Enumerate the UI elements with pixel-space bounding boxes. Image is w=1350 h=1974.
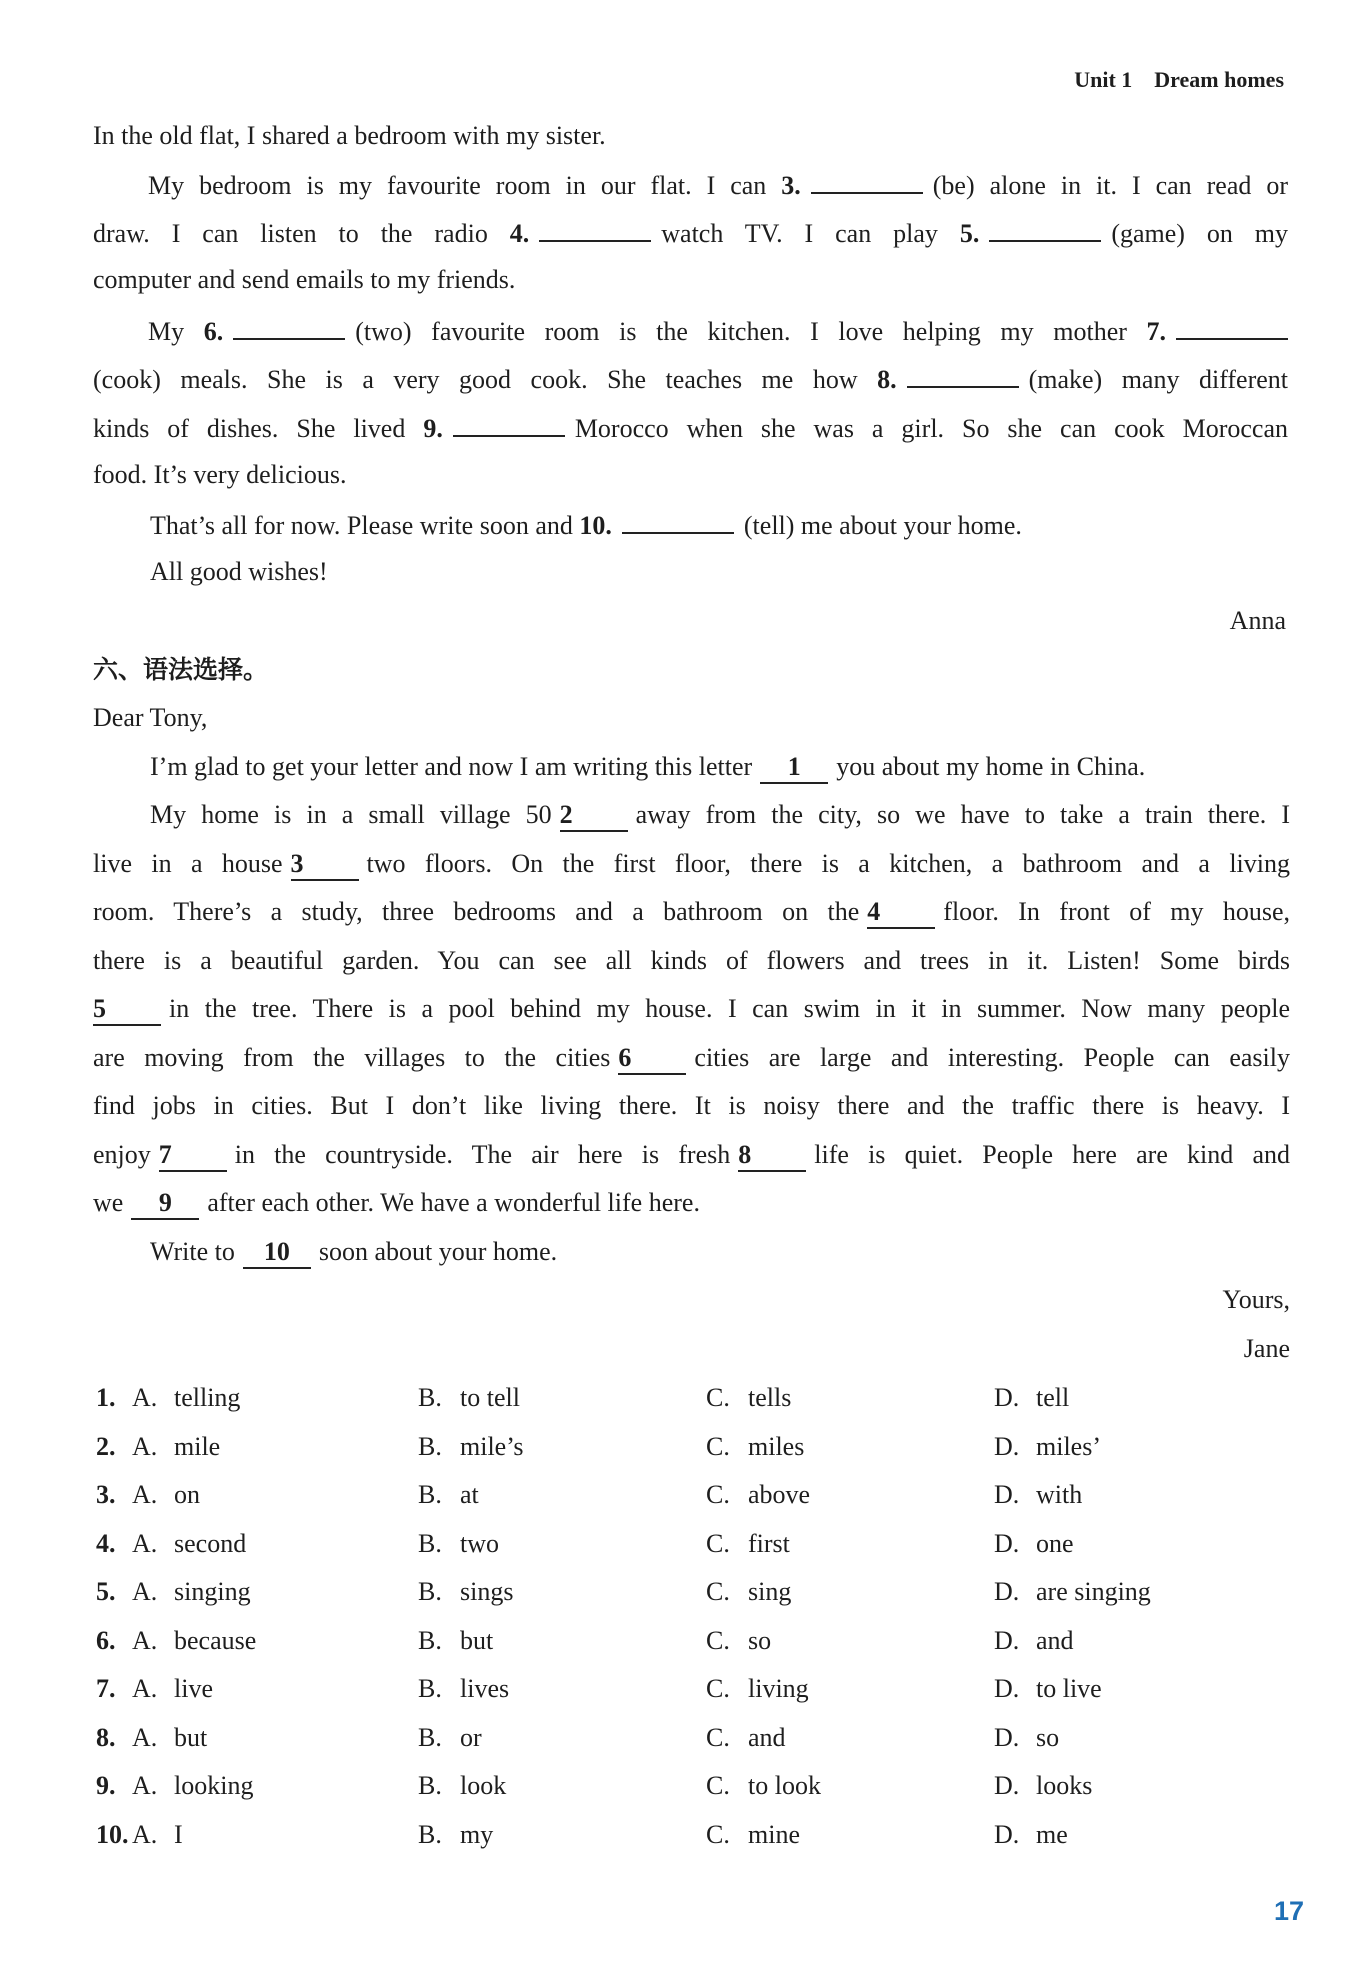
gap-number: 4 <box>867 897 935 929</box>
text: Morocco when she was a girl. So she can cook Moroccan <box>574 414 1288 443</box>
choice-letter: B. <box>418 1819 442 1849</box>
gap-number: 5 <box>93 994 161 1026</box>
choice-d[interactable] <box>994 1624 1074 1658</box>
choice-letter: A. <box>132 1625 158 1655</box>
choice-a[interactable] <box>132 1478 200 1512</box>
text-line: computer and send emails to my friends. <box>93 265 516 294</box>
choice-text: first <box>748 1528 790 1558</box>
option-number: 3. <box>96 1480 116 1509</box>
text-line <box>93 992 1290 1026</box>
text: (cook) meals. She is a very good cook. She teaches me how <box>93 365 858 394</box>
choice-letter: B. <box>418 1674 442 1703</box>
choice-b[interactable] <box>418 1818 493 1852</box>
text-line <box>148 166 1288 203</box>
text: live in a house <box>93 849 283 878</box>
answer-blank[interactable] <box>907 360 1019 388</box>
text-line: In the old flat, I shared a bedroom with my sister. <box>93 121 606 150</box>
text: two floors. On the first floor, there is a kitchen, a bathroom and a living <box>366 849 1290 878</box>
text: (make) many different <box>1028 365 1288 394</box>
choice-letter: B. <box>418 1528 442 1558</box>
choice-text: living <box>748 1674 809 1703</box>
answer-blank[interactable] <box>539 214 651 242</box>
choice-text: mile <box>174 1431 221 1461</box>
choice-letter: C. <box>706 1383 730 1412</box>
text: are moving from the villages to the cities <box>93 1043 611 1072</box>
choice-text: to tell <box>460 1383 520 1412</box>
choice-text: with <box>1036 1480 1083 1509</box>
choice-letter: D. <box>994 1819 1020 1849</box>
choice-text: looking <box>174 1771 254 1800</box>
choice-text: on <box>174 1480 200 1509</box>
text: My home is in a small village 50 <box>150 800 552 829</box>
text-line <box>93 847 1290 881</box>
choice-letter: C. <box>706 1480 730 1509</box>
choice-a[interactable] <box>132 1527 246 1561</box>
choice-d[interactable] <box>994 1769 1092 1803</box>
text: I’m glad to get your letter and now I am writing this letter <box>150 752 753 781</box>
choice-text: one <box>1036 1528 1074 1558</box>
answer-blank[interactable] <box>622 506 734 534</box>
choice-text: above <box>748 1480 811 1509</box>
choice-text: and <box>1036 1625 1074 1655</box>
choice-b[interactable] <box>418 1672 509 1706</box>
choice-a[interactable] <box>132 1381 240 1415</box>
letter-name: Jane <box>1243 1334 1290 1363</box>
answer-blank[interactable] <box>1176 312 1288 340</box>
choice-letter: C. <box>706 1674 730 1703</box>
choice-d[interactable] <box>994 1527 1074 1561</box>
choice-d[interactable] <box>994 1478 1082 1512</box>
text-line <box>93 1186 700 1220</box>
choice-text: second <box>174 1528 247 1558</box>
choice-text: to look <box>748 1771 821 1800</box>
text-line <box>93 360 1288 397</box>
unit-label: Unit 1 <box>1074 67 1133 92</box>
text-line: All good wishes! <box>150 557 328 586</box>
choice-b[interactable] <box>418 1721 482 1755</box>
text-line <box>150 506 1022 543</box>
choice-text: mile’s <box>460 1431 524 1461</box>
choice-text: are singing <box>1036 1577 1151 1606</box>
choice-d[interactable] <box>994 1381 1069 1415</box>
choice-text: mine <box>748 1819 800 1849</box>
option-number: 10. <box>96 1819 129 1849</box>
choice-text: but <box>460 1625 494 1655</box>
choice-c[interactable] <box>706 1430 804 1464</box>
question-number: 7. <box>1146 317 1167 346</box>
text: enjoy <box>93 1140 151 1169</box>
choice-d[interactable] <box>994 1430 1101 1464</box>
choice-letter: C. <box>706 1625 730 1655</box>
choice-letter: D. <box>994 1383 1020 1412</box>
option-number: 7. <box>96 1674 116 1703</box>
choice-text: miles’ <box>1036 1431 1101 1461</box>
gap-number: 9 <box>131 1188 199 1220</box>
choice-text: I <box>174 1819 183 1849</box>
choice-letter: D. <box>994 1431 1020 1461</box>
choice-text: and <box>748 1722 786 1752</box>
choice-letter: D. <box>994 1771 1020 1800</box>
text-line: food. It’s very delicious. <box>93 460 347 489</box>
choice-a[interactable] <box>132 1721 207 1755</box>
choice-c[interactable] <box>706 1575 791 1609</box>
text: (two) favourite room is the kitchen. I love helping my mother <box>355 317 1127 346</box>
choice-text: miles <box>748 1431 805 1461</box>
choice-letter: A. <box>132 1771 158 1800</box>
choice-text: to live <box>1036 1674 1102 1703</box>
choice-a[interactable] <box>132 1769 253 1803</box>
choice-letter: A. <box>132 1431 158 1461</box>
choice-b[interactable] <box>418 1624 493 1658</box>
question-number: 10. <box>579 511 612 540</box>
choice-letter: C. <box>706 1722 730 1752</box>
question-number: 3. <box>781 171 801 200</box>
choice-letter: D. <box>994 1577 1020 1606</box>
choice-letter: C. <box>706 1528 730 1558</box>
letter-closing: Yours, <box>1222 1285 1290 1314</box>
choice-letter: C. <box>706 1819 730 1849</box>
choice-text: looks <box>1036 1771 1093 1800</box>
choice-letter: A. <box>132 1528 158 1558</box>
text-line <box>150 1235 557 1269</box>
choice-letter: D. <box>994 1480 1020 1509</box>
choice-text: but <box>174 1722 208 1752</box>
text: (be) alone in it. I can read or <box>932 171 1288 200</box>
text: in the countryside. The air here is fresh <box>234 1140 731 1169</box>
choice-text: lives <box>460 1674 510 1703</box>
choice-text: or <box>460 1722 482 1752</box>
choice-text: live <box>174 1674 213 1703</box>
choice-letter: B. <box>418 1480 442 1509</box>
text: watch TV. I can play <box>661 219 938 248</box>
choice-text: sings <box>460 1577 514 1606</box>
option-number: 6. <box>96 1625 116 1655</box>
choice-d[interactable] <box>994 1575 1151 1609</box>
text-line <box>93 895 1290 929</box>
text: cities are large and interesting. People can easily <box>694 1043 1290 1072</box>
text: you about my home in China. <box>836 752 1146 781</box>
answer-blank[interactable] <box>989 214 1101 242</box>
gap-number: 8 <box>738 1140 806 1172</box>
choice-letter: B. <box>418 1577 442 1606</box>
unit-title: Dream homes <box>1154 67 1284 92</box>
answer-blank[interactable] <box>233 312 345 340</box>
choice-b[interactable] <box>418 1478 479 1512</box>
choice-letter: B. <box>418 1771 442 1800</box>
text: (game) on my <box>1111 219 1289 248</box>
text-line: there is a beautiful garden. You can see all kinds of flowers and trees in it. Listen! Some birds <box>93 946 1290 975</box>
gap-number: 3 <box>291 849 359 881</box>
choice-d[interactable] <box>994 1721 1059 1755</box>
choice-text: tell <box>1036 1383 1070 1412</box>
gap-number: 2 <box>560 800 628 832</box>
text: floor. In front of my house, <box>943 897 1291 926</box>
choice-letter: B. <box>418 1625 442 1655</box>
choice-letter: A. <box>132 1577 158 1606</box>
choice-b[interactable] <box>418 1381 520 1415</box>
choice-text: so <box>1036 1722 1060 1752</box>
text-line <box>93 409 1288 446</box>
choice-a[interactable] <box>132 1624 256 1658</box>
page-number: 17 <box>1273 1896 1304 1926</box>
text: room. There’s a study, three bedrooms and a bathroom on the <box>93 897 860 926</box>
question-number: 9. <box>423 414 443 443</box>
text: My bedroom is my favourite room in our flat. I can <box>148 171 767 200</box>
text: away from the city, so we have to take a train there. I <box>635 800 1290 829</box>
text: That’s all for now. Please write soon and <box>150 511 573 540</box>
text-line: find jobs in cities. But I don’t like living there. It is noisy there and the traffic there is heavy. I <box>93 1091 1290 1120</box>
choice-letter: C. <box>706 1577 730 1606</box>
text: (tell) me about your home. <box>743 511 1022 540</box>
text: after each other. We have a wonderful life here. <box>207 1188 700 1217</box>
choice-a[interactable] <box>132 1575 251 1609</box>
gap-number: 10 <box>243 1237 311 1269</box>
question-number: 5. <box>959 219 980 248</box>
answer-blank[interactable] <box>811 166 923 194</box>
option-number: 9. <box>96 1771 116 1800</box>
choice-letter: D. <box>994 1528 1020 1558</box>
choice-c[interactable] <box>706 1769 821 1803</box>
text: we <box>93 1188 124 1217</box>
answer-blank[interactable] <box>453 409 565 437</box>
choice-text: so <box>748 1625 772 1655</box>
question-number: 8. <box>877 365 897 394</box>
text: draw. I can listen to the radio <box>93 219 488 248</box>
option-number: 2. <box>96 1431 116 1461</box>
choice-letter: B. <box>418 1383 442 1412</box>
choice-letter: A. <box>132 1674 158 1703</box>
text-line <box>150 798 1290 832</box>
choice-letter: B. <box>418 1722 442 1752</box>
letter-greeting: Dear Tony, <box>93 703 208 732</box>
text-line <box>148 312 1288 349</box>
choice-c[interactable] <box>706 1624 771 1658</box>
choice-text: telling <box>174 1383 241 1412</box>
choice-b[interactable] <box>418 1430 524 1464</box>
choice-a[interactable] <box>132 1818 183 1852</box>
option-number: 4. <box>96 1528 116 1558</box>
choice-b[interactable] <box>418 1769 506 1803</box>
choice-c[interactable] <box>706 1381 791 1415</box>
text-line <box>93 1041 1290 1075</box>
text-line <box>93 214 1288 251</box>
choice-letter: D. <box>994 1674 1020 1703</box>
choice-text: tells <box>748 1383 792 1412</box>
choice-d[interactable] <box>994 1672 1102 1706</box>
choice-c[interactable] <box>706 1527 790 1561</box>
choice-letter: A. <box>132 1819 158 1849</box>
choice-c[interactable] <box>706 1721 786 1755</box>
choice-letter: B. <box>418 1431 442 1461</box>
text: life is quiet. People here are kind and <box>814 1140 1290 1169</box>
text: in the tree. There is a pool behind my house. I can swim in it in summer. Now many people <box>169 994 1290 1023</box>
option-number: 8. <box>96 1722 116 1752</box>
text-line <box>150 750 1145 784</box>
section-title: 六、语法选择。 <box>93 655 269 684</box>
choice-text: look <box>460 1771 507 1800</box>
choice-c[interactable] <box>706 1672 809 1706</box>
question-number: 6. <box>203 317 224 346</box>
text: kinds of dishes. She lived <box>93 414 406 443</box>
gap-number: 1 <box>760 752 828 784</box>
choice-letter: A. <box>132 1383 158 1412</box>
page-header <box>1052 67 1284 93</box>
choice-b[interactable] <box>418 1575 513 1609</box>
gap-number: 6 <box>618 1043 686 1075</box>
choice-text: my <box>460 1819 494 1849</box>
choice-letter: D. <box>994 1722 1020 1752</box>
question-number: 4. <box>509 219 530 248</box>
choice-text: me <box>1036 1819 1068 1849</box>
choice-a[interactable] <box>132 1430 220 1464</box>
choice-d[interactable] <box>994 1818 1068 1852</box>
choice-letter: C. <box>706 1771 730 1800</box>
choice-c[interactable] <box>706 1818 800 1852</box>
choice-letter: A. <box>132 1480 158 1509</box>
signature: Anna <box>1229 606 1286 635</box>
choice-text: singing <box>174 1577 251 1606</box>
choice-c[interactable] <box>706 1478 810 1512</box>
text-line <box>93 1138 1290 1172</box>
choice-text: at <box>460 1480 479 1509</box>
choice-letter: D. <box>994 1625 1020 1655</box>
text: Write to <box>150 1237 235 1266</box>
gap-number: 7 <box>159 1140 227 1172</box>
text: soon about your home. <box>318 1237 558 1266</box>
choice-text: two <box>460 1528 499 1558</box>
option-number: 1. <box>96 1383 116 1412</box>
choice-letter: C. <box>706 1431 730 1461</box>
choice-text: sing <box>748 1577 792 1606</box>
choice-text: because <box>174 1625 257 1655</box>
choice-b[interactable] <box>418 1527 499 1561</box>
choice-letter: A. <box>132 1722 158 1752</box>
text: My <box>148 317 185 346</box>
choice-a[interactable] <box>132 1672 213 1706</box>
option-number: 5. <box>96 1577 116 1606</box>
